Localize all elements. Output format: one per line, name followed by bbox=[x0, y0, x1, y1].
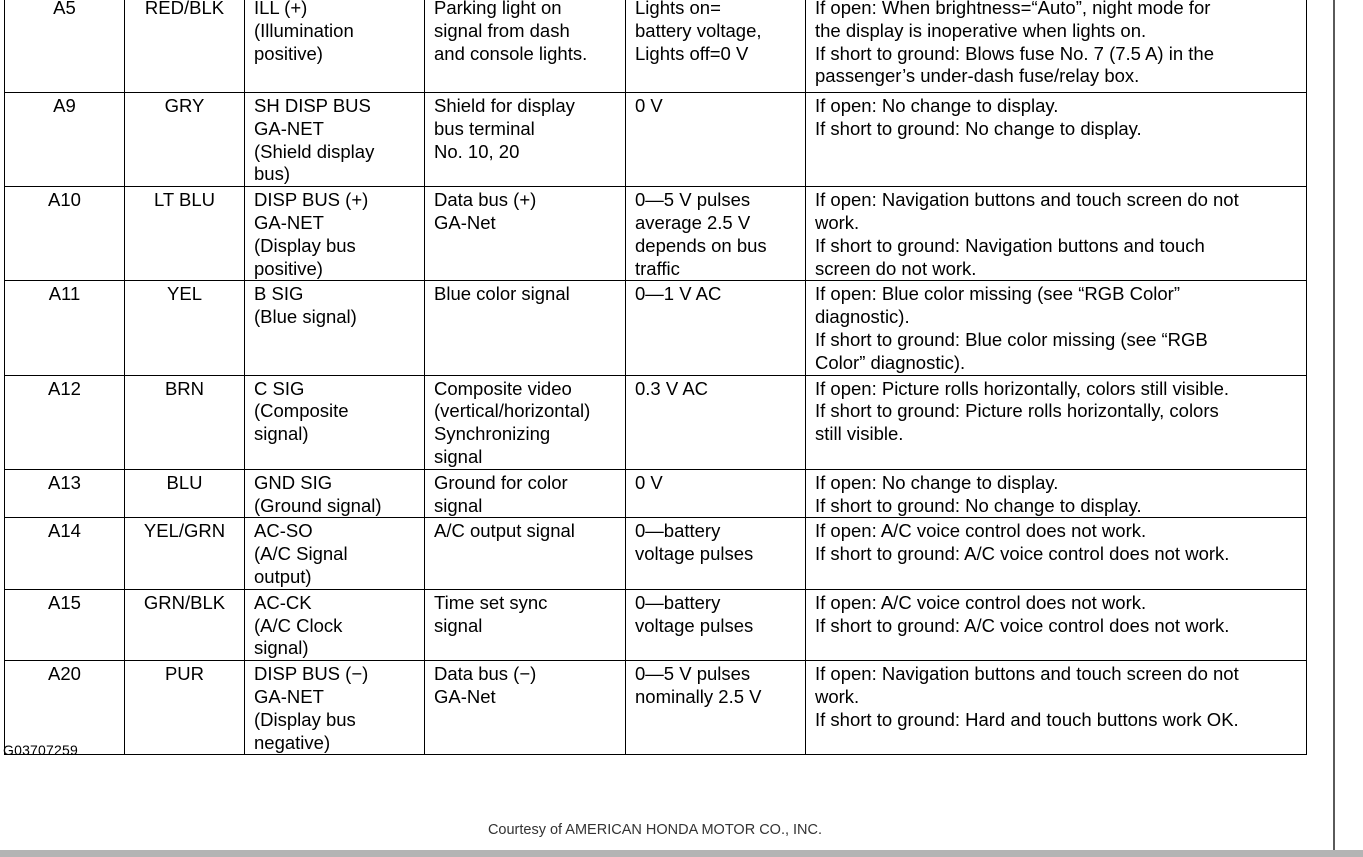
signal-cell bbox=[425, 589, 626, 660]
signal-cell-line: Data bus (+) bbox=[434, 189, 537, 211]
voltage-cell-line: 0—battery bbox=[635, 591, 721, 613]
figure-id: G03707259 bbox=[3, 742, 78, 758]
voltage-cell bbox=[626, 661, 806, 755]
description-cell-line: If open: Blue color missing (see “RGB Color” bbox=[815, 283, 1180, 305]
description-cell-line: screen do not work. bbox=[815, 257, 977, 279]
terminal-cell-line: signal) bbox=[254, 637, 309, 659]
voltage-cell-line: 0 V bbox=[635, 471, 663, 493]
voltage-cell-line: 0—battery bbox=[635, 520, 721, 542]
wire-cell: YEL bbox=[125, 281, 245, 375]
terminal-cell-line: (Display bus bbox=[254, 708, 356, 730]
description-cell-line: If short to ground: Navigation buttons and touch bbox=[815, 234, 1205, 256]
description-cell-line: If short to ground: Blue color missing (see “RGB bbox=[815, 328, 1208, 350]
wire-cell: YEL/GRN bbox=[125, 518, 245, 589]
wire-cell: GRN/BLK bbox=[125, 589, 245, 660]
terminal-cell bbox=[245, 187, 425, 281]
voltage-cell-line: 0—5 V pulses bbox=[635, 189, 751, 211]
bottom-scroll-bar bbox=[0, 850, 1363, 857]
description-cell bbox=[806, 375, 1307, 469]
description-cell-line: If open: Navigation buttons and touch screen do not bbox=[815, 189, 1239, 211]
description-cell-line: If short to ground: No change to display. bbox=[815, 494, 1142, 516]
voltage-cell bbox=[626, 187, 806, 281]
signal-cell-line: Composite video bbox=[434, 377, 572, 399]
description-cell-line: If open: No change to display. bbox=[815, 95, 1059, 116]
description-cell-line: passenger’s under-dash fuse/relay box. bbox=[815, 65, 1140, 87]
description-cell bbox=[806, 469, 1307, 518]
terminal-cell bbox=[245, 469, 425, 518]
pin-cell: A9 bbox=[5, 93, 125, 187]
description-cell bbox=[806, 518, 1307, 589]
signal-cell-line: signal bbox=[434, 445, 483, 467]
table-row bbox=[5, 93, 1307, 187]
terminal-cell bbox=[245, 518, 425, 589]
wire-cell: PUR bbox=[125, 661, 245, 755]
signal-cell-line: signal bbox=[434, 614, 483, 636]
pin-cell: A11 bbox=[5, 281, 125, 375]
wire-cell: RED/BLK bbox=[125, 0, 245, 93]
terminal-cell bbox=[245, 375, 425, 469]
signal-cell-line: GA-Net bbox=[434, 211, 496, 233]
terminal-cell-line: negative) bbox=[254, 731, 331, 753]
description-cell-line: If short to ground: No change to display. bbox=[815, 117, 1142, 139]
terminal-cell-line: (Blue signal) bbox=[254, 306, 357, 328]
description-cell bbox=[806, 589, 1307, 660]
signal-cell-line: Ground for color bbox=[434, 471, 568, 493]
voltage-cell-line: traffic bbox=[635, 257, 680, 279]
pin-cell: A13 bbox=[5, 469, 125, 518]
description-cell bbox=[806, 661, 1307, 755]
terminal-cell-line: positive) bbox=[254, 257, 323, 279]
voltage-cell-line: 0—5 V pulses bbox=[635, 663, 751, 685]
description-cell-line: If open: When brightness=“Auto”, night mode for bbox=[815, 0, 1211, 18]
signal-cell-line: signal bbox=[434, 494, 483, 516]
table-row bbox=[5, 661, 1307, 755]
table-body bbox=[5, 0, 1307, 755]
pin-cell: A10 bbox=[5, 187, 125, 281]
description-cell-line: If open: Navigation buttons and touch screen do not bbox=[815, 663, 1239, 685]
voltage-cell bbox=[626, 469, 806, 518]
terminal-cell-line: DISP BUS (+) bbox=[254, 189, 369, 211]
terminal-cell-line: (Shield display bbox=[254, 140, 375, 162]
voltage-cell bbox=[626, 281, 806, 375]
description-cell-line: diagnostic). bbox=[815, 306, 910, 328]
description-cell-line: If open: A/C voice control does not work. bbox=[815, 591, 1147, 613]
signal-cell bbox=[425, 0, 626, 93]
terminal-cell-line: (A/C Signal bbox=[254, 543, 348, 565]
terminal-cell-line: AC-SO bbox=[254, 520, 313, 542]
terminal-cell-line: ILL (+) bbox=[254, 0, 308, 18]
signal-cell-line: Blue color signal bbox=[434, 283, 570, 305]
terminal-cell-line: GA-NET bbox=[254, 211, 324, 233]
description-cell-line: Color” diagnostic). bbox=[815, 351, 966, 373]
voltage-cell-line: Lights off=0 V bbox=[635, 42, 749, 64]
terminal-cell-line: AC-CK bbox=[254, 591, 312, 613]
table-row bbox=[5, 375, 1307, 469]
terminal-cell-line: output) bbox=[254, 565, 312, 587]
voltage-cell bbox=[626, 518, 806, 589]
description-cell-line: If short to ground: Blows fuse No. 7 (7.5 A) in the bbox=[815, 42, 1214, 64]
terminal-cell bbox=[245, 0, 425, 93]
signal-cell-line: and console lights. bbox=[434, 42, 588, 64]
table-row bbox=[5, 0, 1307, 93]
connector-pin-table bbox=[4, 0, 1307, 755]
voltage-cell-line: 0—1 V AC bbox=[635, 283, 722, 305]
signal-cell-line: signal from dash bbox=[434, 19, 570, 41]
description-cell bbox=[806, 0, 1307, 93]
signal-cell-line: Parking light on bbox=[434, 0, 562, 18]
signal-cell bbox=[425, 375, 626, 469]
wire-cell: GRY bbox=[125, 93, 245, 187]
voltage-cell-line: Lights on= bbox=[635, 0, 721, 18]
description-cell-line: If short to ground: Hard and touch buttons work OK. bbox=[815, 708, 1239, 730]
pin-cell: A15 bbox=[5, 589, 125, 660]
signal-cell-line: Data bus (−) bbox=[434, 663, 537, 685]
voltage-cell-line: depends on bus bbox=[635, 234, 767, 256]
terminal-cell bbox=[245, 661, 425, 755]
terminal-cell-line: (Ground signal) bbox=[254, 494, 382, 516]
right-gutter bbox=[1335, 0, 1363, 857]
terminal-cell-line: (A/C Clock bbox=[254, 614, 343, 636]
terminal-cell-line: SH DISP BUS bbox=[254, 95, 371, 116]
voltage-cell bbox=[626, 0, 806, 93]
table-row bbox=[5, 589, 1307, 660]
table-row bbox=[5, 187, 1307, 281]
table-row bbox=[5, 281, 1307, 375]
pin-cell: A20 bbox=[5, 661, 125, 755]
voltage-cell-line: battery voltage, bbox=[635, 19, 762, 41]
wire-cell: LT BLU bbox=[125, 187, 245, 281]
voltage-cell-line: 0.3 V AC bbox=[635, 377, 709, 399]
description-cell bbox=[806, 187, 1307, 281]
terminal-cell-line: C SIG bbox=[254, 377, 305, 399]
terminal-cell-line: (Display bus bbox=[254, 234, 356, 256]
terminal-cell-line: GA-NET bbox=[254, 117, 324, 139]
terminal-cell-line: GND SIG bbox=[254, 471, 333, 493]
description-cell-line: If short to ground: A/C voice control does not work. bbox=[815, 543, 1230, 565]
signal-cell bbox=[425, 469, 626, 518]
description-cell-line: If short to ground: A/C voice control does not work. bbox=[815, 614, 1230, 636]
pin-cell: A14 bbox=[5, 518, 125, 589]
signal-cell-line: Shield for display bbox=[434, 95, 575, 116]
description-cell-line: the display is inoperative when lights on. bbox=[815, 19, 1147, 41]
description-cell-line: still visible. bbox=[815, 423, 904, 445]
terminal-cell-line: GA-NET bbox=[254, 685, 324, 707]
table-row bbox=[5, 469, 1307, 518]
description-cell-line: If open: No change to display. bbox=[815, 471, 1059, 493]
table-row bbox=[5, 518, 1307, 589]
terminal-cell-line: DISP BUS (−) bbox=[254, 663, 369, 685]
signal-cell-line: GA-Net bbox=[434, 685, 496, 707]
pin-cell: A12 bbox=[5, 375, 125, 469]
voltage-cell-line: voltage pulses bbox=[635, 614, 754, 636]
voltage-cell-line: voltage pulses bbox=[635, 543, 754, 565]
description-cell-line: If open: A/C voice control does not work. bbox=[815, 520, 1147, 542]
signal-cell-line: A/C output signal bbox=[434, 520, 575, 542]
voltage-cell bbox=[626, 93, 806, 187]
terminal-cell-line: positive) bbox=[254, 42, 323, 64]
signal-cell-line: (vertical/horizontal) bbox=[434, 400, 591, 422]
signal-cell-line: No. 10, 20 bbox=[434, 140, 520, 162]
signal-cell bbox=[425, 661, 626, 755]
signal-cell bbox=[425, 187, 626, 281]
signal-cell bbox=[425, 281, 626, 375]
description-cell-line: work. bbox=[815, 685, 860, 707]
terminal-cell bbox=[245, 281, 425, 375]
description-cell bbox=[806, 93, 1307, 187]
terminal-cell-line: B SIG bbox=[254, 283, 304, 305]
wire-cell: BRN bbox=[125, 375, 245, 469]
voltage-cell-line: average 2.5 V bbox=[635, 211, 751, 233]
signal-cell-line: bus terminal bbox=[434, 117, 535, 139]
signal-cell-line: Synchronizing bbox=[434, 423, 551, 445]
signal-cell bbox=[425, 518, 626, 589]
courtesy-line: Courtesy of AMERICAN HONDA MOTOR CO., INC. bbox=[487, 822, 823, 838]
terminal-cell-line: (Composite bbox=[254, 400, 349, 422]
signal-cell bbox=[425, 93, 626, 187]
signal-cell-line: Time set sync bbox=[434, 591, 548, 613]
terminal-cell-line: (Illumination bbox=[254, 19, 354, 41]
description-cell-line: work. bbox=[815, 211, 860, 233]
pin-cell: A5 bbox=[5, 0, 125, 93]
wire-cell: BLU bbox=[125, 469, 245, 518]
voltage-cell-line: nominally 2.5 V bbox=[635, 685, 762, 707]
description-cell-line: If open: Picture rolls horizontally, colors still visible. bbox=[815, 377, 1230, 399]
voltage-cell-line: 0 V bbox=[635, 95, 663, 116]
voltage-cell bbox=[626, 589, 806, 660]
description-cell bbox=[806, 281, 1307, 375]
voltage-cell bbox=[626, 375, 806, 469]
terminal-cell-line: signal) bbox=[254, 423, 309, 445]
description-cell-line: If short to ground: Picture rolls horizontally, colors bbox=[815, 400, 1219, 422]
terminal-cell bbox=[245, 93, 425, 187]
terminal-cell-line: bus) bbox=[254, 163, 290, 185]
terminal-cell bbox=[245, 589, 425, 660]
